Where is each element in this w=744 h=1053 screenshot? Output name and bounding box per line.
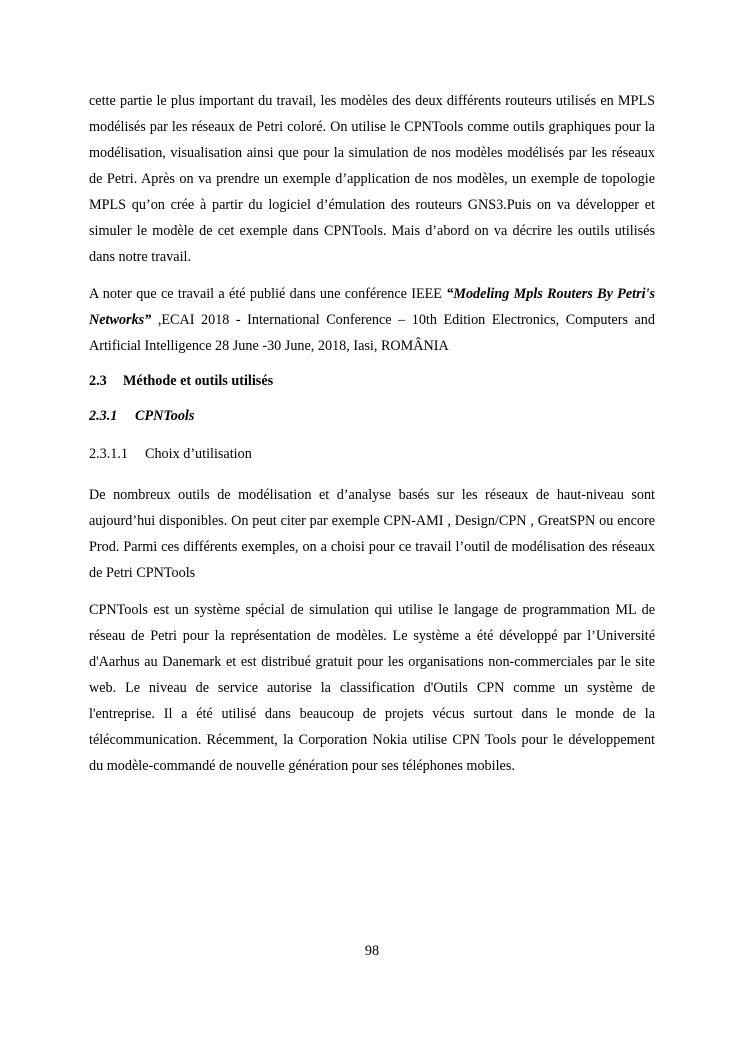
subsubsection-number: 2.3.1.1 bbox=[89, 446, 129, 462]
paragraph-publication-note bbox=[89, 281, 655, 359]
subsection-title: CPNTools bbox=[135, 408, 195, 424]
paragraph-intro: cette partie le plus important du travail, les modèles des deux différents routeurs utilisés en MPLS modélisés par les réseaux de Petri coloré. On utilise le CPNTools comme outils graphiques pour la modélisation, visualisation ainsi que pour la simulation de nos modèles modélisés par les réseaux de Petri. Après on va prendre un exemple d’application de nos modèles, un exemple de topologie MPLS qu’on crée à partir du logiciel d’émulation des routeurs GNS3.Puis on va développer et simuler le modèle de cet exemple dans CPNTools. Mais d’abord on va décrire les outils utilisés dans notre travail. bbox=[89, 93, 655, 265]
publication-title: “Modeling Mpls Routers By Petri's Networks” bbox=[89, 286, 655, 328]
paragraph-cpntools-description: CPNTools est un système spécial de simulation qui utilise le langage de programmation ML de réseau de Petri pour la représentation de modèles. Le système a été développé par l’Université d'Aarhus au Danemark et est distribué gratuit pour les organisations non-commerciales par le site web. Le niveau de service autorise la classification d'Outils CPN comme un système de l'entreprise. Il a été utilisé dans beaucoup de projets vécus surtout dans le monde de la télécommunication. Récemment, la Corporation Nokia utilise CPN Tools pour le développement du modèle-commandé de nouvelle génération pour ses téléphones mobiles. bbox=[89, 602, 655, 774]
section-heading-2-3 bbox=[89, 371, 655, 391]
subsection-heading-2-3-1 bbox=[89, 406, 655, 426]
document-body bbox=[89, 88, 655, 790]
publication-note-tail: ,ECAI 2018 - International Conference – 10th Edition Electronics, Computers and Artificial Intelligence 28 June -30 June, 2018, Iasi, ROMÂNIA bbox=[89, 312, 655, 354]
subsection-number: 2.3.1 bbox=[89, 408, 118, 424]
page-number: 98 bbox=[364, 943, 380, 959]
subsubsection-title: Choix d’utilisation bbox=[145, 446, 252, 462]
paragraph-tools-overview: De nombreux outils de modélisation et d’analyse basés sur les réseaux de haut-niveau sont aujourd’hui disponibles. On peut citer par exemple CPN-AMI , Design/CPN , GreatSPN ou encore Prod. Parmi ces différents exemples, on a choisi pour ce travail l’outil de modélisation des réseaux de Petri CPNTools bbox=[89, 487, 655, 581]
section-title: Méthode et outils utilisés bbox=[123, 373, 274, 389]
section-number: 2.3 bbox=[89, 373, 107, 389]
publication-note-lead: A noter que ce travail a été publié dans une conférence IEEE bbox=[89, 286, 447, 302]
subsubsection-heading-2-3-1-1 bbox=[89, 444, 655, 464]
